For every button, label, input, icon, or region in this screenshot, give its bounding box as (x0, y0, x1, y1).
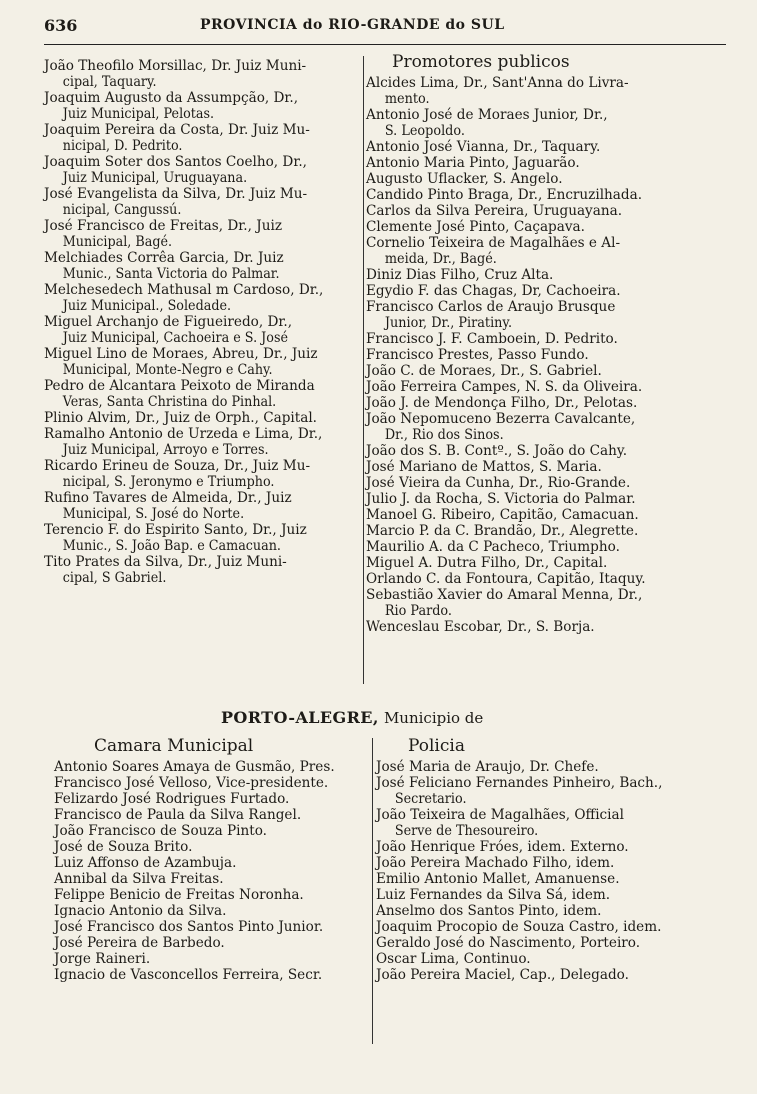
prosecutors-heading: Promotores publicos (392, 52, 570, 72)
prosecutor-entry (366, 283, 716, 299)
prosecutor-entry (366, 235, 716, 267)
prosecutor-entry (366, 75, 716, 107)
section-city: PORTO-ALEGRE, (221, 708, 379, 727)
council-entry (54, 839, 372, 855)
entry-line: João Theofilo Morsillac, Dr. Juiz Muni- (44, 58, 307, 74)
council-entry (54, 919, 372, 935)
entry-line: João Pereira Maciel, Cap., Delegado. (376, 967, 629, 983)
prosecutor-entry (366, 443, 716, 459)
entry-line: Candido Pinto Braga, Dr., Encruzilhada. (366, 187, 643, 203)
entry-line: Ricardo Erineu de Souza, Dr., Juiz Mu- (44, 458, 311, 474)
header-rule (44, 44, 726, 45)
entry-continuation: cipal, S Gabriel. (62, 570, 167, 586)
prosecutor-entry (366, 203, 716, 219)
entry-line: José Evangelista da Silva, Dr. Juiz Mu- (44, 186, 308, 202)
prosecutor-entry (366, 107, 716, 139)
judge-entry (44, 218, 360, 250)
running-title: PROVINCIA do RIO-GRANDE do SUL (200, 17, 505, 33)
entry-line: José Vieira da Cunha, Dr., Rio-Grande. (366, 475, 631, 491)
entry-continuation: Veras, Santa Christina do Pinhal. (62, 394, 277, 410)
entry-continuation: meida, Dr., Bagé. (384, 251, 497, 267)
entry-continuation: Rio Pardo. (384, 603, 453, 619)
entry-line: Luiz Fernandes da Silva Sá, idem. (376, 887, 611, 903)
entry-line: Francisco Carlos de Araujo Brusque (366, 299, 616, 315)
entry-line: Joaquim Augusto da Assumpção, Dr., (44, 90, 299, 106)
entry-line: José Mariano de Mattos, S. Maria. (366, 459, 602, 475)
judge-entry (44, 490, 360, 522)
entry-line: Clemente José Pinto, Caçapava. (366, 219, 585, 235)
entry-continuation: Municipal, Monte-Negro e Cahy. (62, 362, 273, 378)
entry-line: Plinio Alvim, Dr., Juiz de Orph., Capital. (44, 410, 317, 426)
entry-line: Ignacio Antonio da Silva. (54, 903, 227, 919)
entry-continuation: Junior, Dr., Piratiny. (384, 315, 513, 331)
entry-line: Luiz Affonso de Azambuja. (54, 855, 237, 871)
entry-line: Antonio Maria Pinto, Jaguarão. (366, 155, 580, 171)
council-entry (54, 871, 372, 887)
entry-line: Oscar Lima, Continuo. (376, 951, 531, 967)
prosecutor-entry (366, 379, 716, 395)
police-entry (376, 951, 716, 967)
judge-entry (44, 154, 360, 186)
entry-line: João Nepomuceno Bezerra Cavalcante, (366, 411, 636, 427)
entry-line: Antonio José de Moraes Junior, Dr., (366, 107, 608, 123)
prosecutor-entry (366, 347, 716, 363)
entry-line: Antonio Soares Amaya de Gusmão, Pres. (54, 759, 335, 775)
running-header (44, 16, 724, 42)
entry-line: José Feliciano Fernandes Pinheiro, Bach., (376, 775, 663, 791)
council-entry (54, 807, 372, 823)
police-entry (376, 855, 716, 871)
entry-line: Carlos da Silva Pereira, Uruguayana. (366, 203, 623, 219)
entry-line: Geraldo José do Nascimento, Porteiro. (376, 935, 641, 951)
column-divider (363, 56, 364, 684)
prosecutors-column (366, 52, 716, 635)
entry-line: José Francisco de Freitas, Dr., Juiz (44, 218, 282, 234)
entry-line: Ramalho Antonio de Urzeda e Lima, Dr., (44, 426, 323, 442)
page-number: 636 (44, 16, 78, 35)
entry-line: João dos S. B. Contº., S. João do Cahy. (366, 443, 628, 459)
entry-line: Melchiades Corrêa Garcia, Dr. Juiz (44, 250, 284, 266)
entry-line: Miguel Lino de Moraes, Abreu, Dr., Juiz (44, 346, 318, 362)
prosecutor-entry (366, 459, 716, 475)
police-entry (376, 903, 716, 919)
prosecutor-entry (366, 363, 716, 379)
judge-entry (44, 58, 360, 90)
council-entry (54, 775, 372, 791)
entry-line: Manoel G. Ribeiro, Capitão, Camacuan. (366, 507, 639, 523)
entry-line: Felizardo José Rodrigues Furtado. (54, 791, 290, 807)
judge-entry (44, 458, 360, 490)
police-entry (376, 839, 716, 855)
police-entry (376, 887, 716, 903)
council-entry (54, 759, 372, 775)
council-entry (54, 903, 372, 919)
prosecutor-entry (366, 507, 716, 523)
entry-continuation: Munic., Santa Victoria do Palmar. (62, 266, 280, 282)
entry-line: Joaquim Pereira da Costa, Dr. Juiz Mu- (44, 122, 310, 138)
entry-line: Julio J. da Rocha, S. Victoria do Palmar. (366, 491, 636, 507)
entry-line: Anselmo dos Santos Pinto, idem. (376, 903, 602, 919)
entry-line: Joaquim Soter dos Santos Coelho, Dr., (44, 154, 307, 170)
entry-line: Terencio F. do Espirito Santo, Dr., Juiz (44, 522, 307, 538)
entry-line: João Pereira Machado Filho, idem. (376, 855, 615, 871)
entry-line: Diniz Dias Filho, Cruz Alta. (366, 267, 554, 283)
entry-continuation: cipal, Taquary. (62, 74, 157, 90)
entry-line: Francisco Prestes, Passo Fundo. (366, 347, 589, 363)
prosecutor-entry (366, 411, 716, 443)
prosecutor-entry (366, 571, 716, 587)
prosecutor-entry (366, 587, 716, 619)
entry-continuation: S. Leopoldo. (384, 123, 465, 139)
entry-line: José Maria de Araujo, Dr. Chefe. (376, 759, 599, 775)
column-divider-lower (372, 738, 373, 1044)
police-entry (376, 935, 716, 951)
entry-line: Annibal da Silva Freitas. (54, 871, 224, 887)
judge-entry (44, 250, 360, 282)
prosecutor-entry (366, 523, 716, 539)
council-heading: Camara Municipal (94, 736, 254, 756)
entry-line: João Henrique Fróes, idem. Externo. (376, 839, 629, 855)
prosecutor-entry (366, 491, 716, 507)
entry-line: Jorge Raineri. (54, 951, 151, 967)
entry-line: Miguel Archanjo de Figueiredo, Dr., (44, 314, 293, 330)
entry-line: Augusto Uflacker, S. Angelo. (366, 171, 563, 187)
prosecutor-entry (366, 475, 716, 491)
prosecutor-entry (366, 187, 716, 203)
council-entry (54, 967, 372, 983)
prosecutor-entry (366, 299, 716, 331)
entry-line: Felippe Benicio de Freitas Noronha. (54, 887, 304, 903)
police-entry (376, 775, 716, 807)
judge-entry (44, 90, 360, 122)
judge-entry (44, 314, 360, 346)
prosecutor-entry (366, 139, 716, 155)
entry-line: José Francisco dos Santos Pinto Junior. (54, 919, 324, 935)
police-entry (376, 871, 716, 887)
entry-continuation: Juiz Municipal, Uruguayana. (62, 170, 248, 186)
entry-continuation: Juiz Municipal, Arroyo e Torres. (62, 442, 269, 458)
entry-continuation: Secretario. (394, 791, 467, 807)
entry-line: Melchesedech Mathusal m Cardoso, Dr., (44, 282, 324, 298)
entry-line: Egydio F. das Chagas, Dr, Cachoeira. (366, 283, 621, 299)
prosecutor-entry (366, 395, 716, 411)
police-column (376, 736, 716, 983)
judge-entry (44, 186, 360, 218)
judge-entry (44, 346, 360, 378)
council-column (54, 736, 372, 983)
judges-column (44, 58, 360, 586)
entry-line: Pedro de Alcantara Peixoto de Miranda (44, 378, 315, 394)
entry-line: Wenceslau Escobar, Dr., S. Borja. (366, 619, 595, 635)
judge-entry (44, 378, 360, 410)
prosecutor-entry (366, 555, 716, 571)
entry-line: Francisco J. F. Camboein, D. Pedrito. (366, 331, 618, 347)
entry-line: Francisco de Paula da Silva Rangel. (54, 807, 302, 823)
entry-line: João C. de Moraes, Dr., S. Gabriel. (366, 363, 602, 379)
entry-line: Antonio José Vianna, Dr., Taquary. (366, 139, 601, 155)
entry-line: Francisco José Velloso, Vice-presidente. (54, 775, 329, 791)
entry-continuation: Juiz Municipal, Cachoeira e S. José (62, 330, 289, 346)
council-entry (54, 951, 372, 967)
entry-continuation: Serve de Thesoureiro. (394, 823, 539, 839)
judge-entry (44, 554, 360, 586)
entry-continuation: Municipal, S. José do Norte. (62, 506, 245, 522)
entry-line: Joaquim Procopio de Souza Castro, idem. (376, 919, 662, 935)
section-title (221, 708, 483, 727)
police-entry (376, 967, 716, 983)
entry-continuation: mento. (384, 91, 430, 107)
entry-line: José Pereira de Barbedo. (54, 935, 225, 951)
entry-line: Sebastião Xavier do Amaral Menna, Dr., (366, 587, 643, 603)
entry-line: Maurilio A. da C Pacheco, Triumpho. (366, 539, 620, 555)
entry-line: José de Souza Brito. (54, 839, 193, 855)
council-entry (54, 823, 372, 839)
entry-continuation: nicipal, S. Jeronymo e Triumpho. (62, 474, 275, 490)
entry-continuation: Munic., S. João Bap. e Camacuan. (62, 538, 281, 554)
prosecutor-entry (366, 267, 716, 283)
council-entry (54, 887, 372, 903)
police-entry (376, 759, 716, 775)
entry-continuation: Dr., Rio dos Sinos. (384, 427, 504, 443)
police-entry (376, 807, 716, 839)
judge-entry (44, 122, 360, 154)
council-entry (54, 935, 372, 951)
judge-entry (44, 282, 360, 314)
entry-line: Cornelio Teixeira de Magalhães e Al- (366, 235, 621, 251)
section-subtitle: Municipio de (383, 709, 484, 727)
entry-line: João Teixeira de Magalhães, Official (376, 807, 624, 823)
entry-line: Emilio Antonio Mallet, Amanuense. (376, 871, 620, 887)
prosecutor-entry (366, 619, 716, 635)
entry-line: Orlando C. da Fontoura, Capitão, Itaquy. (366, 571, 646, 587)
entry-continuation: nicipal, Cangussú. (62, 202, 182, 218)
entry-line: Miguel A. Dutra Filho, Dr., Capital. (366, 555, 608, 571)
entry-continuation: Juiz Municipal, Pelotas. (62, 106, 215, 122)
council-entry (54, 791, 372, 807)
entry-continuation: nicipal, D. Pedrito. (62, 138, 183, 154)
council-entry (54, 855, 372, 871)
entry-line: João J. de Mendonça Filho, Dr., Pelotas. (366, 395, 638, 411)
prosecutor-entry (366, 171, 716, 187)
entry-line: Ignacio de Vasconcellos Ferreira, Secr. (54, 967, 323, 983)
entry-continuation: Juiz Municipal., Soledade. (62, 298, 232, 314)
prosecutor-entry (366, 155, 716, 171)
judge-entry (44, 410, 360, 426)
judge-entry (44, 426, 360, 458)
prosecutor-entry (366, 539, 716, 555)
entry-line: Marcio P. da C. Brandão, Dr., Alegrette. (366, 523, 639, 539)
prosecutor-entry (366, 219, 716, 235)
entry-line: João Ferreira Campes, N. S. da Oliveira. (366, 379, 643, 395)
judge-entry (44, 522, 360, 554)
prosecutor-entry (366, 331, 716, 347)
entry-line: Tito Prates da Silva, Dr., Juiz Muni- (44, 554, 287, 570)
police-entry (376, 919, 716, 935)
entry-line: Alcides Lima, Dr., Sant'Anna do Livra- (366, 75, 629, 91)
entry-line: Rufino Tavares de Almeida, Dr., Juiz (44, 490, 292, 506)
entry-continuation: Municipal, Bagé. (62, 234, 173, 250)
entry-line: João Francisco de Souza Pinto. (54, 823, 267, 839)
police-heading: Policia (408, 736, 465, 756)
